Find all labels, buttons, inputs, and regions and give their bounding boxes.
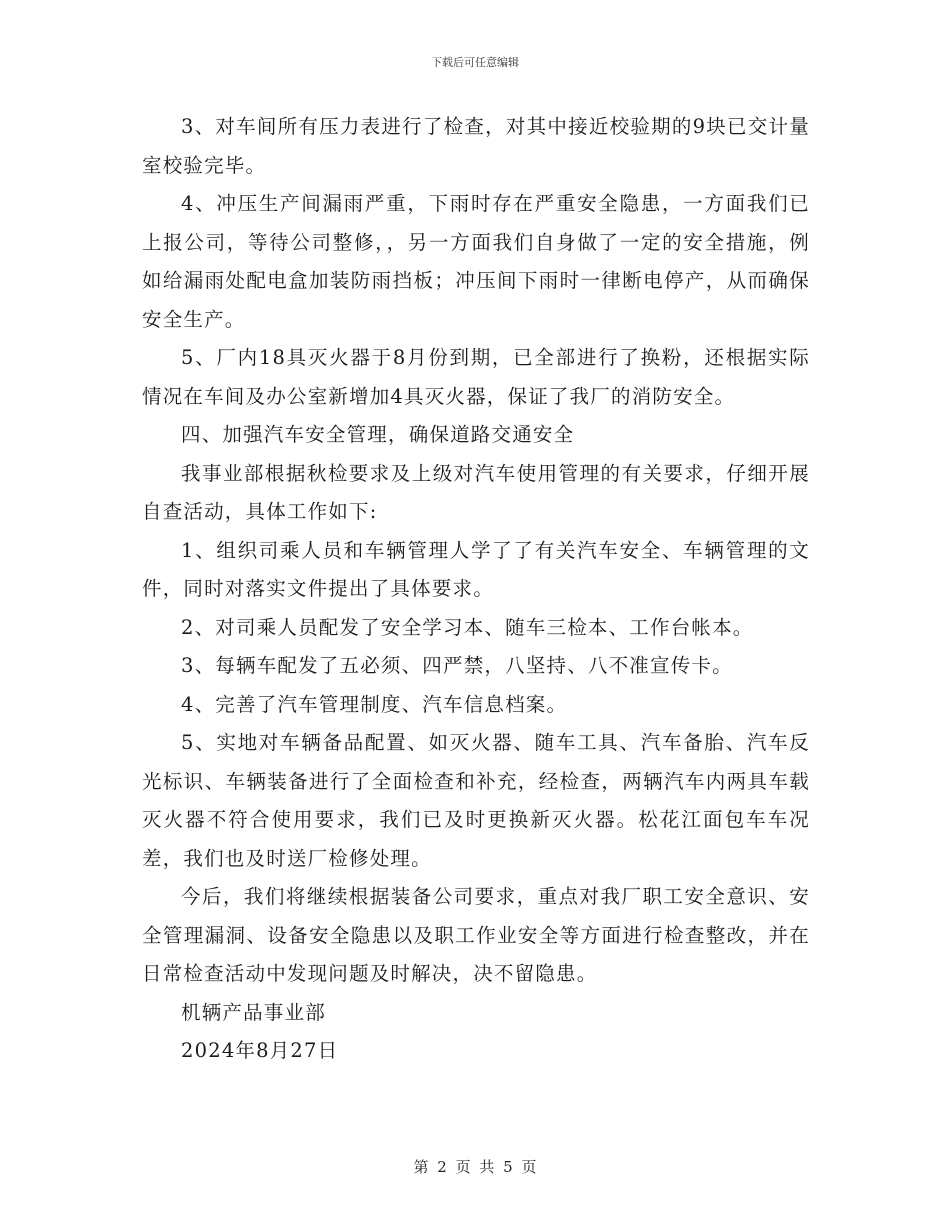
list-item-4: 4、完善了汽车管理制度、汽车信息档案。 [181, 692, 568, 716]
page-number: 第 2 页 共 5 页 [413, 1158, 537, 1176]
signature-date: 2024年8月27日 [181, 1039, 339, 1062]
paragraph-stamping-leak: 4、冲压生产间漏雨严重，下雨时存在严重安全隐患，一方面我们已上报公司，等待公司整修，，另一方面我们自身做了一定的安全措施，例如给漏雨处配电盒加装防雨挡板；冲压间下雨时一律断电停产，从而确保安全生产。 [142, 192, 810, 331]
list-item-5: 5、实地对车辆备品配置、如灭火器、随车工具、汽车备胎、汽车反光标识、车辆装备进行了全面检查和补充，经检查，两辆汽车内两具车载灭火器不符合使用要求，我们已及时更换新灭火器。松花江面包车车况差，我们也及时送厂检修处理。 [142, 731, 810, 870]
paragraph-conclusion: 今后，我们将继续根据装备公司要求，重点对我厂职工安全意识、安全管理漏洞、设备安全隐患以及职工作业安全等方面进行检查整改，并在日常检查活动中发现问题及时解决，决不留隐患。 [142, 885, 810, 985]
list-item-3: 3、每辆车配发了五必须、四严禁，八坚持、八不准宣传卡。 [181, 654, 733, 677]
list-item-2: 2、对司乘人员配发了安全学习本、随车三检本、工作台帐本。 [181, 615, 754, 639]
paragraph-pressure-gauges: 3、对车间所有压力表进行了检查，对其中接近校验期的9块已交计量室校验完毕。 [142, 115, 810, 177]
signature-department: 机辆产品事业部 [181, 1000, 326, 1024]
paragraph-self-inspection-intro: 我事业部根据秋检要求及上级对汽车使用管理的有关要求，仔细开展自查活动，具体工作如下: [142, 461, 810, 523]
page-header-note: 下载后可任意编辑 [431, 56, 519, 69]
paragraph-fire-extinguishers: 5、厂内18具灭火器于8月份到期，已全部进行了换粉，还根据实际情况在车间及办公室新增加4具灭火器，保证了我厂的消防安全。 [142, 346, 810, 408]
document-body [142, 108, 810, 1071]
list-item-1: 1、组织司乘人员和车辆管理人学了了有关汽车安全、车辆管理的文件，同时对落实文件提出了具体要求。 [142, 538, 810, 600]
section-heading-vehicle-safety: 四、加强汽车安全管理，确保道路交通安全 [181, 423, 575, 446]
